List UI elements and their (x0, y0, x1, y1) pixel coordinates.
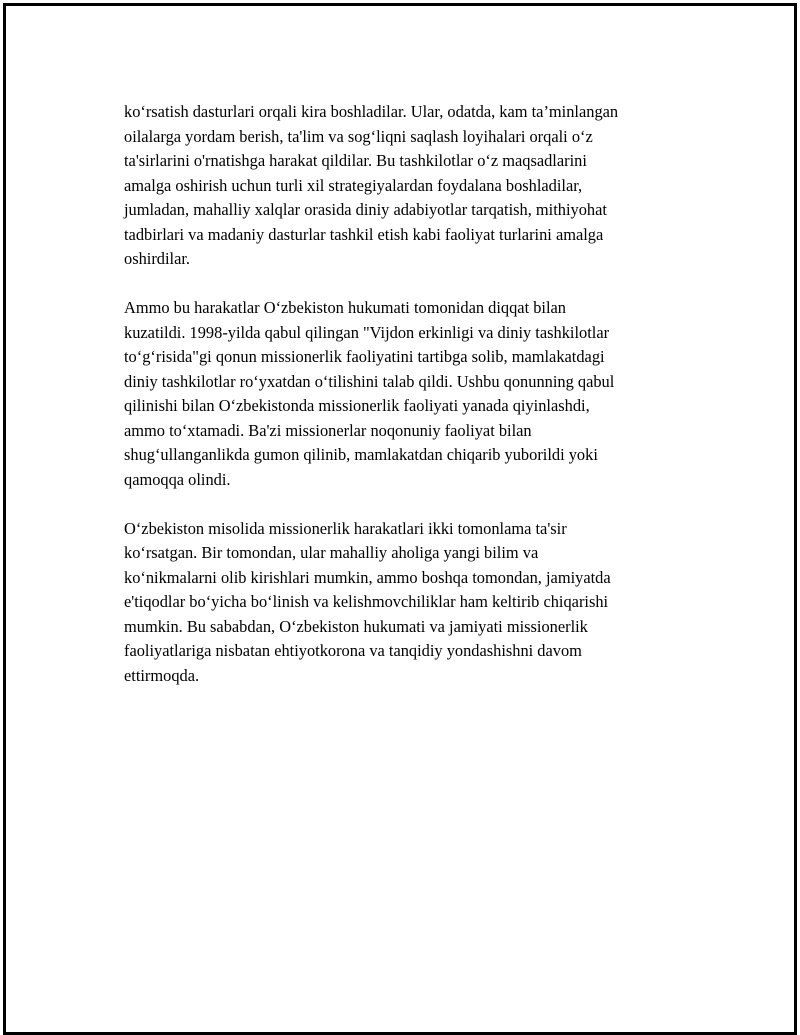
paragraph-1: ko‘rsatish dasturlari orqali kira boshladilar. Ular, odatda, kam ta’minlangan oilalarga yordam berish, ta'lim va sog‘liqni saqlash loyihalari orqali o‘z ta'sirlarini o'rnatishga harakat qildilar. Bu tashkilotlar o‘z maqsadlarini amalga oshirish uchun turli xil strategiyalardan foydalana boshladilar, jumladan, mahalliy xalqlar orasida diniy adabiyotlar tarqatish, mithiyohat tadbirlari va madaniy dasturlar tashkil etish kabi faoliyat turlarini amalga oshirdilar. (124, 102, 619, 268)
document-body (124, 100, 696, 713)
paragraph-2: Ammo bu harakatlar O‘zbekiston hukumati tomonidan diqqat bilan kuzatildi. 1998-yilda qabul qilingan "Vijdon erkinligi va diniy tashkilotlar to‘g‘risida"gi qonun missionerlik faoliyatini tartibga solib, mamlakatdagi diniy tashkilotlar ro‘yxatdan o‘tilishini talab qildi. Ushbu qonunning qabul qilinishi bilan O‘zbekistonda missionerlik faoliyati yanada qiyinlashdi, ammo to‘xtamadi. Ba'zi missionerlar noqonuniy faoliyat bilan shug‘ullanganlikda gumon qilinib, mamlakatdan chiqarib yuborildi yoki qamoqqa olindi. (124, 298, 615, 489)
page-border-frame (3, 3, 797, 1035)
paragraph-3: O‘zbekiston misolida missionerlik harakatlari ikki tomonlama ta'sir ko‘rsatgan. Bir tomondan, ular mahalliy aholiga yangi bilim va ko‘nikmalarni olib kirishlari mumkin, ammo boshqa tomondan, jamiyatda e'tiqodlar bo‘yicha bo‘linish va kelishmovchiliklar ham keltirib chiqarishi mumkin. Bu sababdan, O‘zbekiston hukumati va jamiyati missionerlik faoliyatlariga nisbatan ehtiyotkorona va tanqidiy yondashishni davom ettirmoqda. (124, 518, 611, 685)
